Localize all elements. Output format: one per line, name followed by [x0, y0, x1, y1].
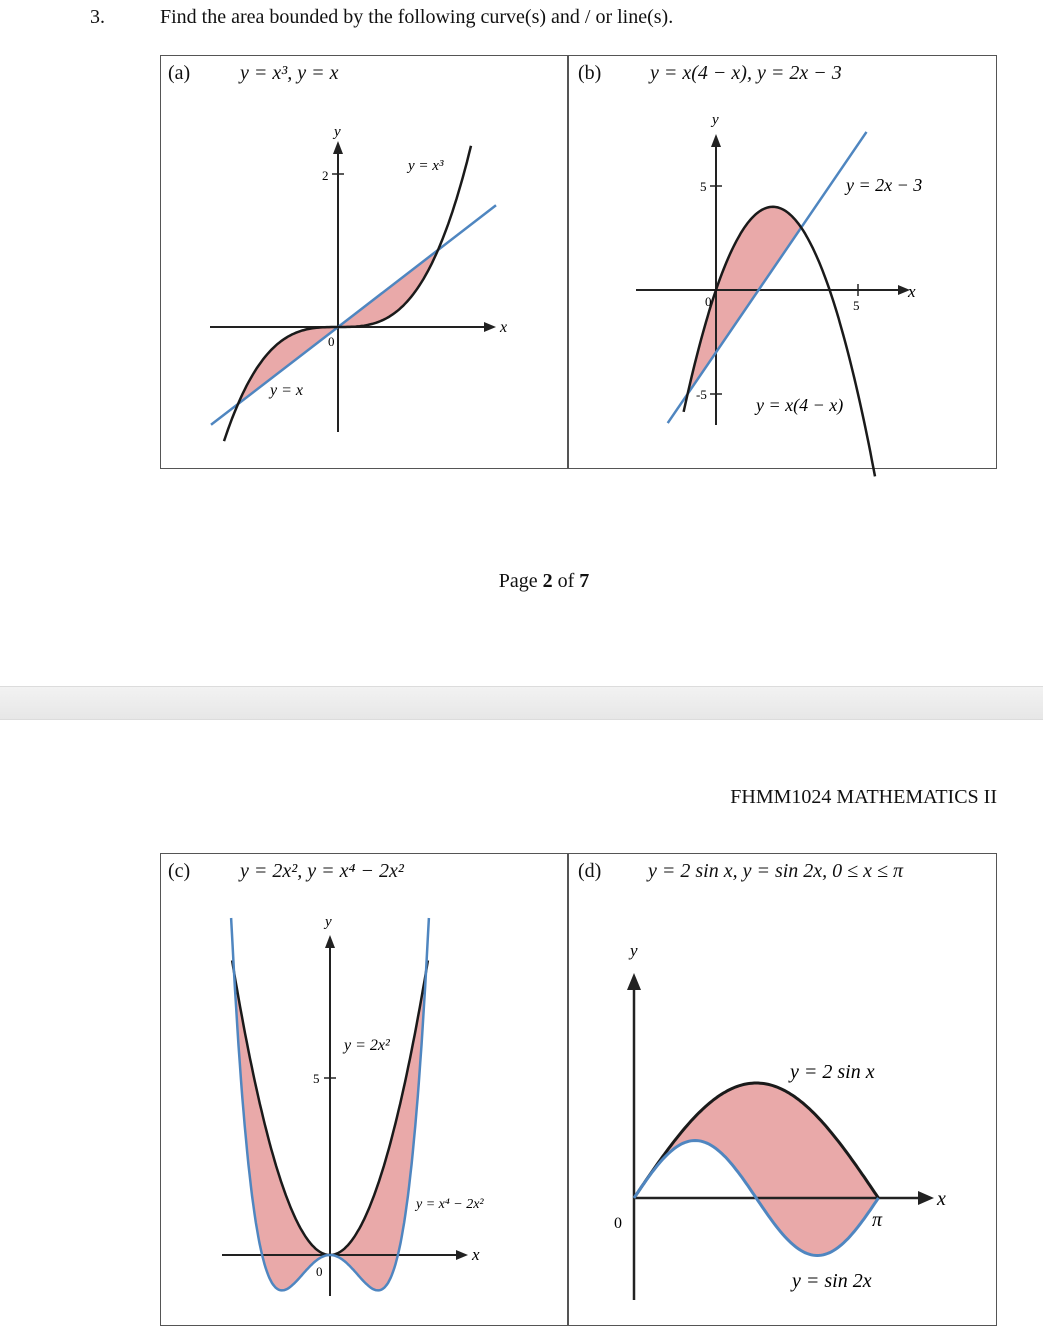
graph-d-x-arrow-icon	[918, 1191, 934, 1205]
page-total: 7	[579, 570, 590, 592]
graph-d-y-arrow-icon	[627, 973, 641, 990]
graph-b-tick-y-neg-label: -5	[696, 387, 707, 402]
graph-c-origin: 0	[316, 1264, 323, 1279]
graph-d-tick-x-label: π	[872, 1209, 883, 1231]
graph-b-tick-y-pos-label: 5	[700, 179, 707, 194]
graph-a-x-label: x	[500, 319, 508, 336]
graph-a-y-label: y	[334, 124, 341, 140]
graph-a-curve-label: y = x³	[408, 158, 444, 174]
graph-c-curve1-label: y = 2x²	[344, 1037, 390, 1054]
graph-d-curve2-label: y = sin 2x	[792, 1270, 872, 1292]
graph-b-origin: 0	[705, 294, 712, 309]
graph-d-origin: 0	[614, 1215, 622, 1232]
page-current: 2	[542, 570, 553, 592]
graph-b-y-label: y	[712, 112, 719, 128]
part-a-equations: y = x³, y = x	[240, 62, 339, 84]
graph-c-y-label: y	[325, 914, 332, 930]
part-b-label: (b)	[578, 62, 602, 84]
graph-d-y-label: y	[630, 941, 638, 960]
part-c-label: (c)	[168, 860, 191, 882]
graph-b-x-label: x	[908, 282, 916, 301]
graph-c-curve2-label: y = x⁴ − 2x²	[416, 1197, 484, 1212]
part-d-label: (d)	[578, 860, 602, 882]
page-of: of	[557, 570, 575, 592]
question-number: 3.	[90, 6, 105, 28]
graph-b-tick-x-label: 5	[853, 298, 860, 313]
graph-b-line-label: y = 2x − 3	[846, 175, 923, 195]
graph-d-curve1-label: y = 2 sin x	[790, 1061, 875, 1083]
graph-b-curve-label: y = x(4 − x)	[756, 395, 844, 415]
graph-a-origin: 0	[328, 334, 335, 349]
graph-a-tick-y-label: 2	[322, 168, 329, 183]
graph-c-x-label: x	[472, 1245, 480, 1264]
page-prefix: Page	[498, 570, 538, 592]
course-header: FHMM1024 MATHEMATICS II	[730, 786, 997, 808]
graph-d-shaded-region	[634, 1083, 878, 1256]
part-b-equations: y = x(4 − x), y = 2x − 3	[650, 62, 842, 84]
part-a-label: (a)	[168, 62, 191, 84]
graph-c-tick-y-label: 5	[313, 1071, 320, 1086]
part-d-equations: y = 2 sin x, y = sin 2x, 0 ≤ x ≤ π	[648, 860, 904, 882]
graph-d-x-label: x	[937, 1188, 946, 1210]
graph-a-line-label: y = x	[270, 382, 303, 399]
question-text: Find the area bounded by the following curve(s) and / or line(s).	[160, 6, 674, 28]
part-c-equations: y = 2x², y = x⁴ − 2x²	[240, 860, 404, 882]
